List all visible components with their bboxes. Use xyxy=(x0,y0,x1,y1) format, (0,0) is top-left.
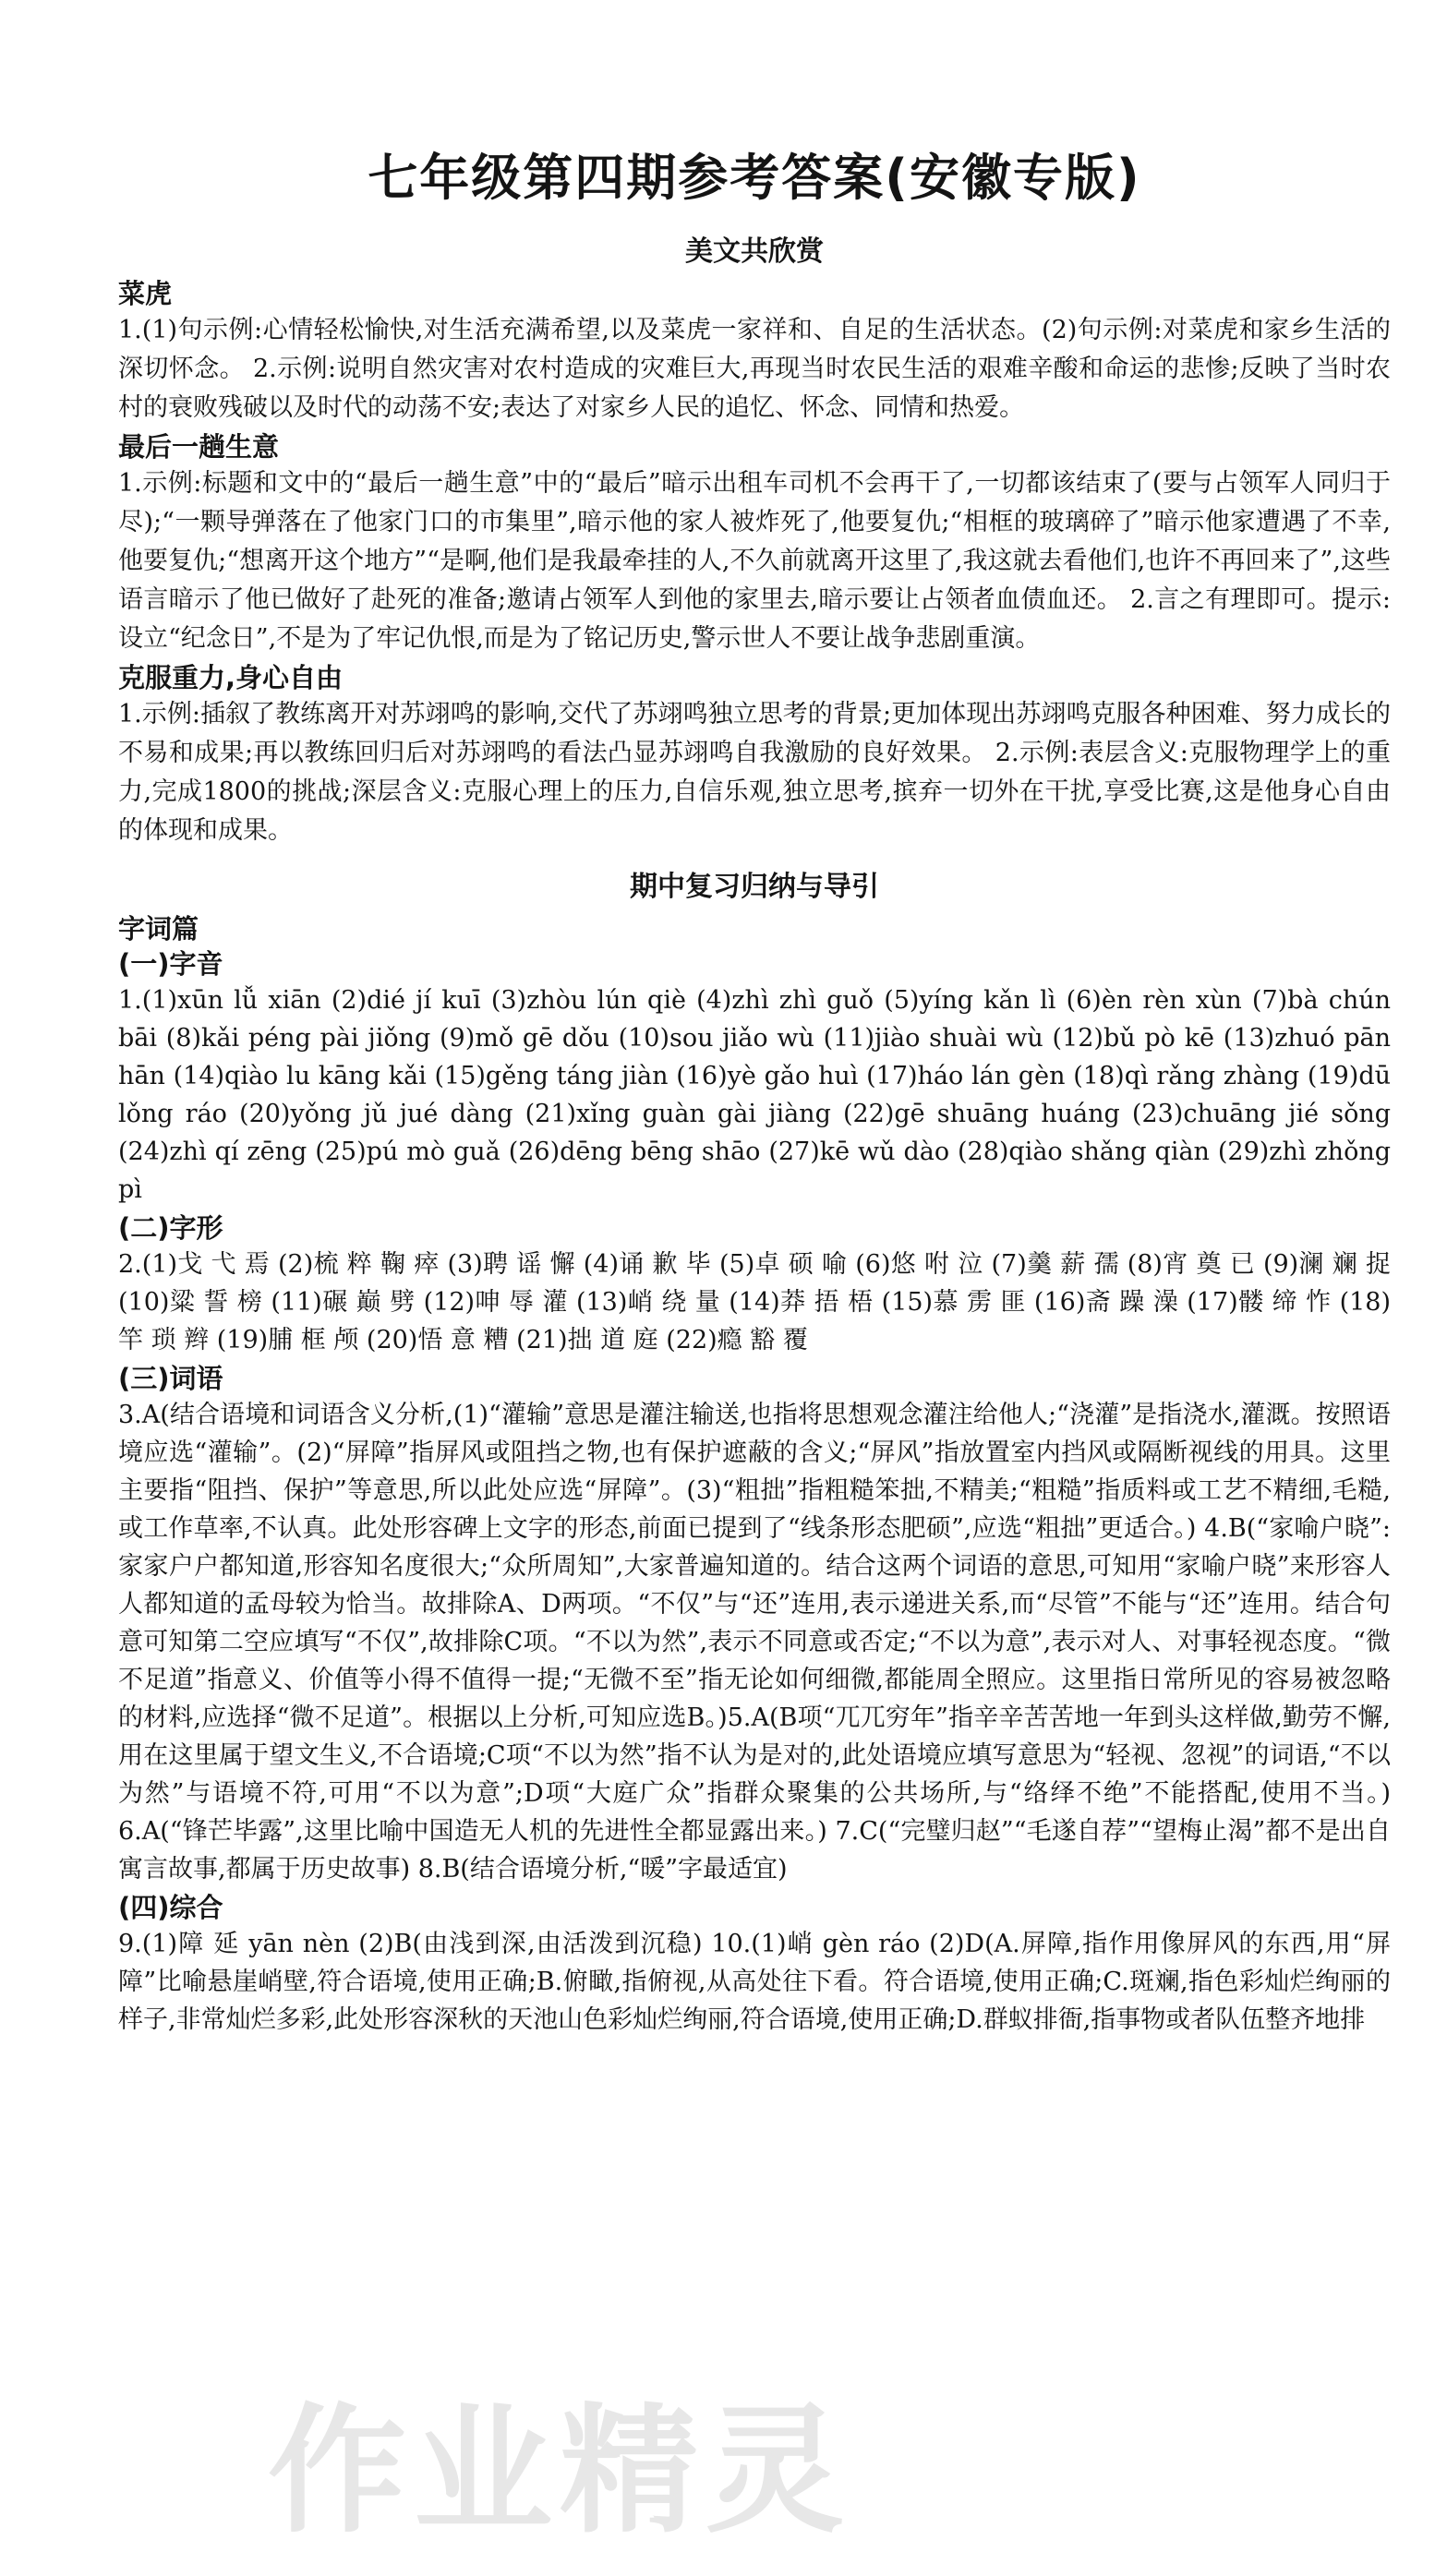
answer-paragraph-zonghe: 9.(1)障 延 yān nèn (2)B(由浅到深,由活泼到沉稳) 10.(1)峭 gèn ráo (2)D(A.屏障,指作用像屏风的东西,用“屏障”比喻悬崖峭壁,符合语境,使用正确;B.俯瞰,指俯视,从高处往下看。符合语境,使用正确;C.斑斓,指色彩灿烂绚丽的样子,非常灿烂多彩,此处形容深秋的天池山色彩灿烂绚丽,符合语境,使用正确;D.群蚁排衙,指事物或者队伍整齐地排 xyxy=(118,1930,1391,2034)
part-heading-zici: 字词篇 xyxy=(118,913,199,945)
section-heading-review: 期中复习归纳与导引 xyxy=(630,871,879,903)
page-title: 七年级第四期参考答案(安徽专版) xyxy=(368,149,1141,207)
article-heading-kefu: 克服重力,身心自由 xyxy=(118,662,344,693)
watermark-logo: 作业精灵 xyxy=(268,2391,852,2552)
article-heading-caihu: 菜虎 xyxy=(118,278,173,309)
section-heading-meiwen: 美文共欣赏 xyxy=(685,235,824,268)
subsection-heading-ziyin: (一)字音 xyxy=(118,948,223,980)
answer-page xyxy=(118,138,1391,2040)
answer-paragraph-zixing: 2.(1)戈 弋 焉 (2)梳 粹 鞠 瘁 (3)聘 谣 懈 (4)诵 歉 毕 (5)卓 硕 喻 (6)悠 咐 泣 (7)羹 薪 孺 (8)宵 奠 已 (9)澜 斓 捉 (10)粱 誓 榜 (11)碾 巅 劈 (12)呻 辱 灌 (13)峭 绕 量 (14)莽 捂 梧 (15)慕 雳 匪 (16)斋 躁 澡 (17)髅 缔 怍 (18)竿 琐 辫 (19)脯 框 颅 (20)悟 意 糟 (21)拙 道 庭 (22)瘾 豁 覆 xyxy=(118,1250,1391,1354)
answer-paragraph-caihu: 1.(1)句示例:心情轻松愉快,对生活充满希望,以及菜虎一家祥和、自足的生活状态。(2)句示例:对菜虎和家乡生活的深切怀念。 2.示例:说明自然灾害对农村造成的灾难巨大,再现当时农民生活的艰难辛酸和命运的悲惨;反映了当时农村的衰败残破以及时代的动荡不安;表达了对家乡人民的追忆、怀念、同情和热爱。 xyxy=(118,316,1391,422)
subsection-heading-zixing: (二)字形 xyxy=(118,1212,223,1244)
subsection-heading-zonghe: (四)综合 xyxy=(118,1892,223,1923)
answer-paragraph-ziyin: 1.(1)xūn lǚ xiān (2)dié jí kuī (3)zhòu lún qiè (4)zhì zhì guǒ (5)yíng kǎn lì (6)èn rèn xùn (7)bà chún bāi (8)kǎi péng pài jiǒng (9)mǒ gē dǒu (10)sou jiǎo wù (11)jiào shuài wù (12)bǔ pò kē (13)zhuó pān hān (14)qiào lu kāng kǎi (15)gěng táng jiàn (16)yè gǎo huì (17)háo lán gèn (18)qì rǎng zhàng (19)dū lǒng ráo (20)yǒng jǔ jué dàng (21)xǐng guàn gài jiàng (22)gē shuāng huáng (23)chuāng jié sǒng (24)zhì qí zēng (25)pú mò guǎ (26)dēng bēng shāo (27)kē wǔ dào (28)qiào shǎng qiàn (29)zhì zhǒng pì xyxy=(118,986,1391,1204)
answer-paragraph-zuihou: 1.示例:标题和文中的“最后一趟生意”中的“最后”暗示出租车司机不会再干了,一切都该结束了(要与占领军人同归于尽);“一颗导弹落在了他家门口的市集里”,暗示他的家人被炸死了,他要复仇;“相框的玻璃碎了”暗示他家遭遇了不幸,他要复仇;“想离开这个地方”“是啊,他们是我最牵挂的人,不久前就离开这里了,我这就去看他们,也许不再回来了”,这些语言暗示了他已做好了赴死的准备;邀请占领军人到他的家里去,暗示要让占领者血债血还。 2.言之有理即可。提示:设立“纪念日”,不是为了牢记仇恨,而是为了铭记历史,警示世人不要让战争悲剧重演。 xyxy=(118,469,1391,653)
article-heading-zuihou: 最后一趟生意 xyxy=(118,431,280,463)
answer-paragraph-ciyu: 3.A(结合语境和词语含义分析,(1)“灌输”意思是灌注输送,也指将思想观念灌注给他人;“浇灌”是指浇水,灌溉。按照语境应选“灌输”。(2)“屏障”指屏风或阻挡之物,也有保护遮蔽的含义;“屏风”指放置室内挡风或隔断视线的用具。这里主要指“阻挡、保护”等意思,所以此处应选“屏障”。(3)“粗拙”指粗糙笨拙,不精美;“粗糙”指质料或工艺不精细,毛糙,或工作草率,不认真。此处形容碑上文字的形态,前面已提到了“线条形态肥硕”,应选“粗拙”更适合。) 4.B(“家喻户晓”:家家户户都知道,形容知名度很大;“众所周知”,大家普遍知道的。结合这两个词语的意思,可知用“家喻户晓”来形容人人都知道的孟母较为恰当。故排除A、D两项。“不仅”与“还”连用,表示递进关系,而“尽管”不能与“还”连用。结合句意可知第二空应填写“不仅”,故排除C项。“不以为然”,表示不同意或否定;“不以为意”,表示对人、对事轻视态度。“微不足道”指意义、价值等小得不值得一提;“无微不至”指无论如何细微,都能周全照应。这里指日常所见的容易被忽略的材料,应选择“微不足道”。根据以上分析,可知应选B。)5.A(B项“兀兀穷年”指辛辛苦苦地一年到头这样做,勤劳不懈,用在这里属于望文生义,不合语境;C项“不以为然”指不认为是对的,此处语境应填写意思为“轻视、忽视”的词语,“不以为然”与语境不符,可用“不以为意”;D项“大庭广众”指群众聚集的公共场所,与“络绎不绝”不能搭配,使用不当。) 6.A(“锋芒毕露”,这里比喻中国造无人机的先进性全都显露出来。) 7.C(“完璧归赵”“毛遂自荐”“望梅止渴”都不是出自寓言故事,都属于历史故事) 8.B(结合语境分析,“暖”字最适宜) xyxy=(118,1401,1391,1884)
answer-paragraph-kefu: 1.示例:插叙了教练离开对苏翊鸣的影响,交代了苏翊鸣独立思考的背景;更加体现出苏翊鸣克服各种困难、努力成长的不易和成果;再以教练回归后对苏翊鸣的看法凸显苏翊鸣自我激励的良好效果。 2.示例:表层含义:克服物理学上的重力,完成1800的挑战;深层含义:克服心理上的压力,自信乐观,独立思考,摈弃一切外在干扰,享受比赛,这是他身心自由的体现和成果。 xyxy=(118,700,1391,845)
subsection-heading-ciyu: (三)词语 xyxy=(118,1363,223,1394)
